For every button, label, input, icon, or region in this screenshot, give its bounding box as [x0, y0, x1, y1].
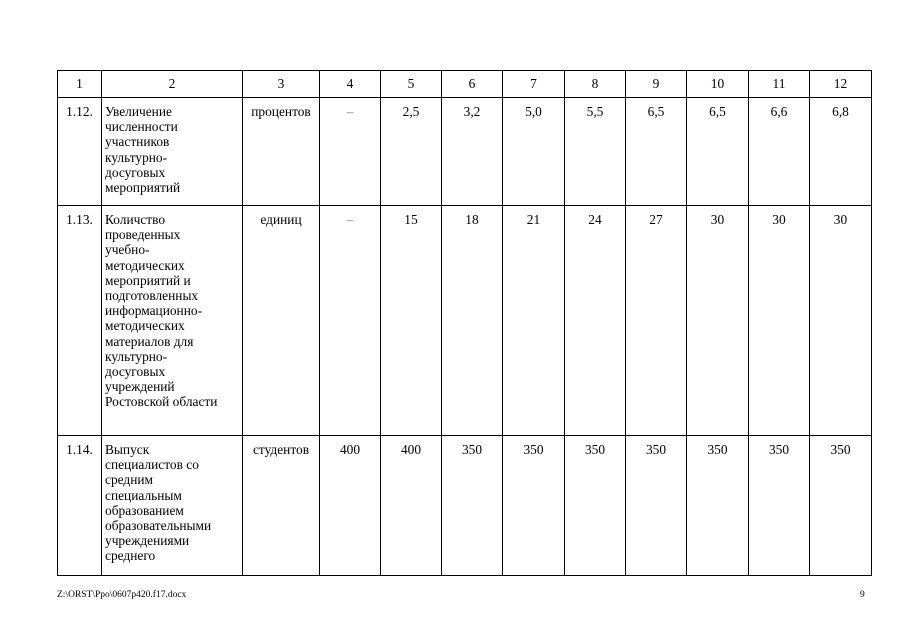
row-number: 1.14.	[58, 436, 102, 576]
row-number: 1.13.	[58, 206, 102, 436]
value-cell: 18	[442, 206, 503, 436]
indicator-name	[102, 436, 243, 576]
indicator-name-line: досуговых	[105, 364, 166, 380]
indicator-name-line: методических	[105, 318, 185, 334]
unit-cell: процентов	[243, 98, 320, 206]
header-cell: 11	[749, 71, 810, 98]
table-row	[58, 436, 872, 576]
header-cell: 5	[381, 71, 442, 98]
value-cell: 27	[626, 206, 687, 436]
indicator-name-line: специалистов со	[105, 457, 199, 473]
page-number: 9	[860, 590, 865, 600]
value-cell: 5,0	[503, 98, 565, 206]
header-cell: 10	[687, 71, 749, 98]
indicator-name-line: среднего	[105, 548, 156, 564]
value-cell: 350	[565, 436, 626, 576]
indicator-name-line: культурно-	[105, 149, 168, 165]
indicator-name-line: численности	[105, 119, 178, 135]
value-cell: 30	[687, 206, 749, 436]
header-cell: 7	[503, 71, 565, 98]
value-cell: 350	[442, 436, 503, 576]
header-cell: 8	[565, 71, 626, 98]
value-cell: 350	[749, 436, 810, 576]
indicator-name-line: образовательными	[105, 518, 212, 534]
value-cell: 6,6	[749, 98, 810, 206]
header-cell: 9	[626, 71, 687, 98]
value-cell: –	[320, 206, 381, 436]
indicator-name-line: образованием	[105, 502, 184, 518]
header-row	[58, 71, 872, 98]
header-cell: 1	[58, 71, 102, 98]
indicator-name-line: Ростовской области	[105, 394, 218, 410]
indicator-name-line: культурно-	[105, 348, 168, 364]
value-cell: 5,5	[565, 98, 626, 206]
row-number: 1.12.	[58, 98, 102, 206]
indicator-name-line: подготовленных	[105, 288, 199, 304]
indicator-name-line: Выпуск	[105, 442, 150, 457]
value-cell: 350	[503, 436, 565, 576]
value-cell: 24	[565, 206, 626, 436]
indicator-name-line: средним	[105, 472, 154, 488]
indicator-name-line: участников	[105, 134, 170, 150]
value-cell: 6,5	[687, 98, 749, 206]
unit-cell: единиц	[243, 206, 320, 436]
value-cell: 2,5	[381, 98, 442, 206]
indicator-name-line: Увеличение	[105, 104, 172, 119]
indicators-table	[57, 70, 872, 576]
indicator-name-line: учебно-	[105, 242, 150, 258]
value-cell: 3,2	[442, 98, 503, 206]
indicator-name-line: проведенных	[105, 227, 181, 243]
header-cell: 3	[243, 71, 320, 98]
value-cell: 15	[381, 206, 442, 436]
value-cell: 350	[810, 436, 872, 576]
indicator-name-line: учреждений	[105, 379, 175, 395]
value-cell: 30	[810, 206, 872, 436]
indicator-name-line: мероприятий и	[105, 272, 191, 288]
value-cell: 21	[503, 206, 565, 436]
value-cell: –	[320, 98, 381, 206]
unit-cell: студентов	[243, 436, 320, 576]
value-cell: 400	[320, 436, 381, 576]
indicator-name-line: специальным	[105, 487, 182, 503]
table-row	[58, 206, 872, 436]
table-row	[58, 98, 872, 206]
indicator-name-line: Количство	[105, 212, 166, 227]
value-cell: 6,5	[626, 98, 687, 206]
header-cell: 6	[442, 71, 503, 98]
header-cell: 4	[320, 71, 381, 98]
header-cell: 2	[102, 71, 243, 98]
value-cell: 6,8	[810, 98, 872, 206]
indicator-name-line: информационно-	[105, 303, 203, 319]
indicator-name	[102, 98, 243, 206]
footer-file-path: Z:\ORST\Ppo\0607p420.f17.docx	[57, 590, 187, 600]
value-cell: 350	[626, 436, 687, 576]
indicator-name-line: материалов для	[105, 333, 194, 349]
indicator-name-line: учреждениями	[105, 533, 190, 549]
indicator-name-line: мероприятий	[105, 180, 181, 196]
indicator-name	[102, 206, 243, 436]
indicator-name-line: методических	[105, 257, 185, 273]
indicator-name-line: досуговых	[105, 164, 166, 180]
value-cell: 30	[749, 206, 810, 436]
value-cell: 400	[381, 436, 442, 576]
value-cell: 350	[687, 436, 749, 576]
header-cell: 12	[810, 71, 872, 98]
